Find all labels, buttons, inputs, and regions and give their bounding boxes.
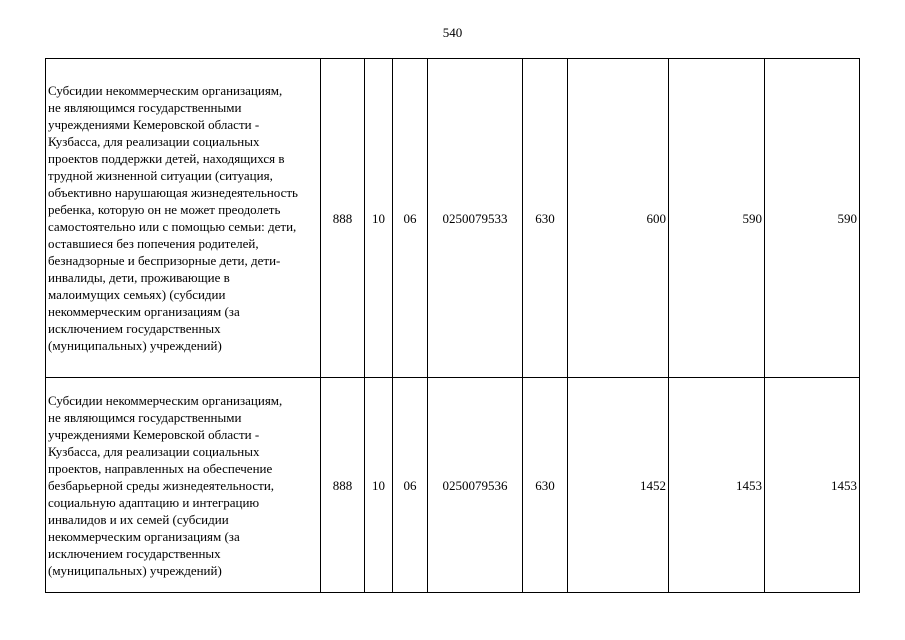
amount-year2-cell: 1453 bbox=[669, 378, 765, 593]
row-description: Субсидии некоммерческим организациям, не являющимся государственными учреждениями Кемеровской области - Кузбасса, для реализации социальных проектов поддержки детей, находящихся в трудной жизненной ситуации (ситуация, объективно нарушающая жизнедеятельность ребенка, которую он не может преодолеть самостоятельно или с помощью семьи: дети, оставшиеся без попечения родителей, безнадзорные и беспризорные дети, дети- инвалиды, дети, проживающие в малоимущих семьях) (субсидии некоммерческим организациям (за исключением государственных (муниципальных) учреждений) bbox=[46, 59, 321, 378]
table-row bbox=[46, 59, 860, 378]
budget-table bbox=[45, 58, 860, 593]
ministry-code-cell: 888 bbox=[321, 59, 365, 378]
table-row bbox=[46, 378, 860, 593]
page-number: 540 bbox=[442, 25, 463, 40]
target-article-cell: 0250079533 bbox=[428, 59, 523, 378]
row-description: Субсидии некоммерческим организациям, не являющимся государственными учреждениями Кемеровской области - Кузбасса, для реализации социальных проектов, направленных на обеспечение безбарьерной среды жизнедеятельности, социальную адаптацию и интеграцию инвалидов и их семей (субсидии некоммерческим организациям (за исключением государственных (муниципальных) учреждений) bbox=[46, 378, 321, 593]
section-cell: 10 bbox=[365, 378, 393, 593]
subsection-cell: 06 bbox=[393, 378, 428, 593]
amount-year3-cell: 590 bbox=[765, 59, 860, 378]
amount-year1-cell: 600 bbox=[568, 59, 669, 378]
section-cell: 10 bbox=[365, 59, 393, 378]
amount-year3-cell: 1453 bbox=[765, 378, 860, 593]
expense-type-cell: 630 bbox=[523, 59, 568, 378]
amount-year1-cell: 1452 bbox=[568, 378, 669, 593]
target-article-cell: 0250079536 bbox=[428, 378, 523, 593]
ministry-code-cell: 888 bbox=[321, 378, 365, 593]
expense-type-cell: 630 bbox=[523, 378, 568, 593]
subsection-cell: 06 bbox=[393, 59, 428, 378]
amount-year2-cell: 590 bbox=[669, 59, 765, 378]
